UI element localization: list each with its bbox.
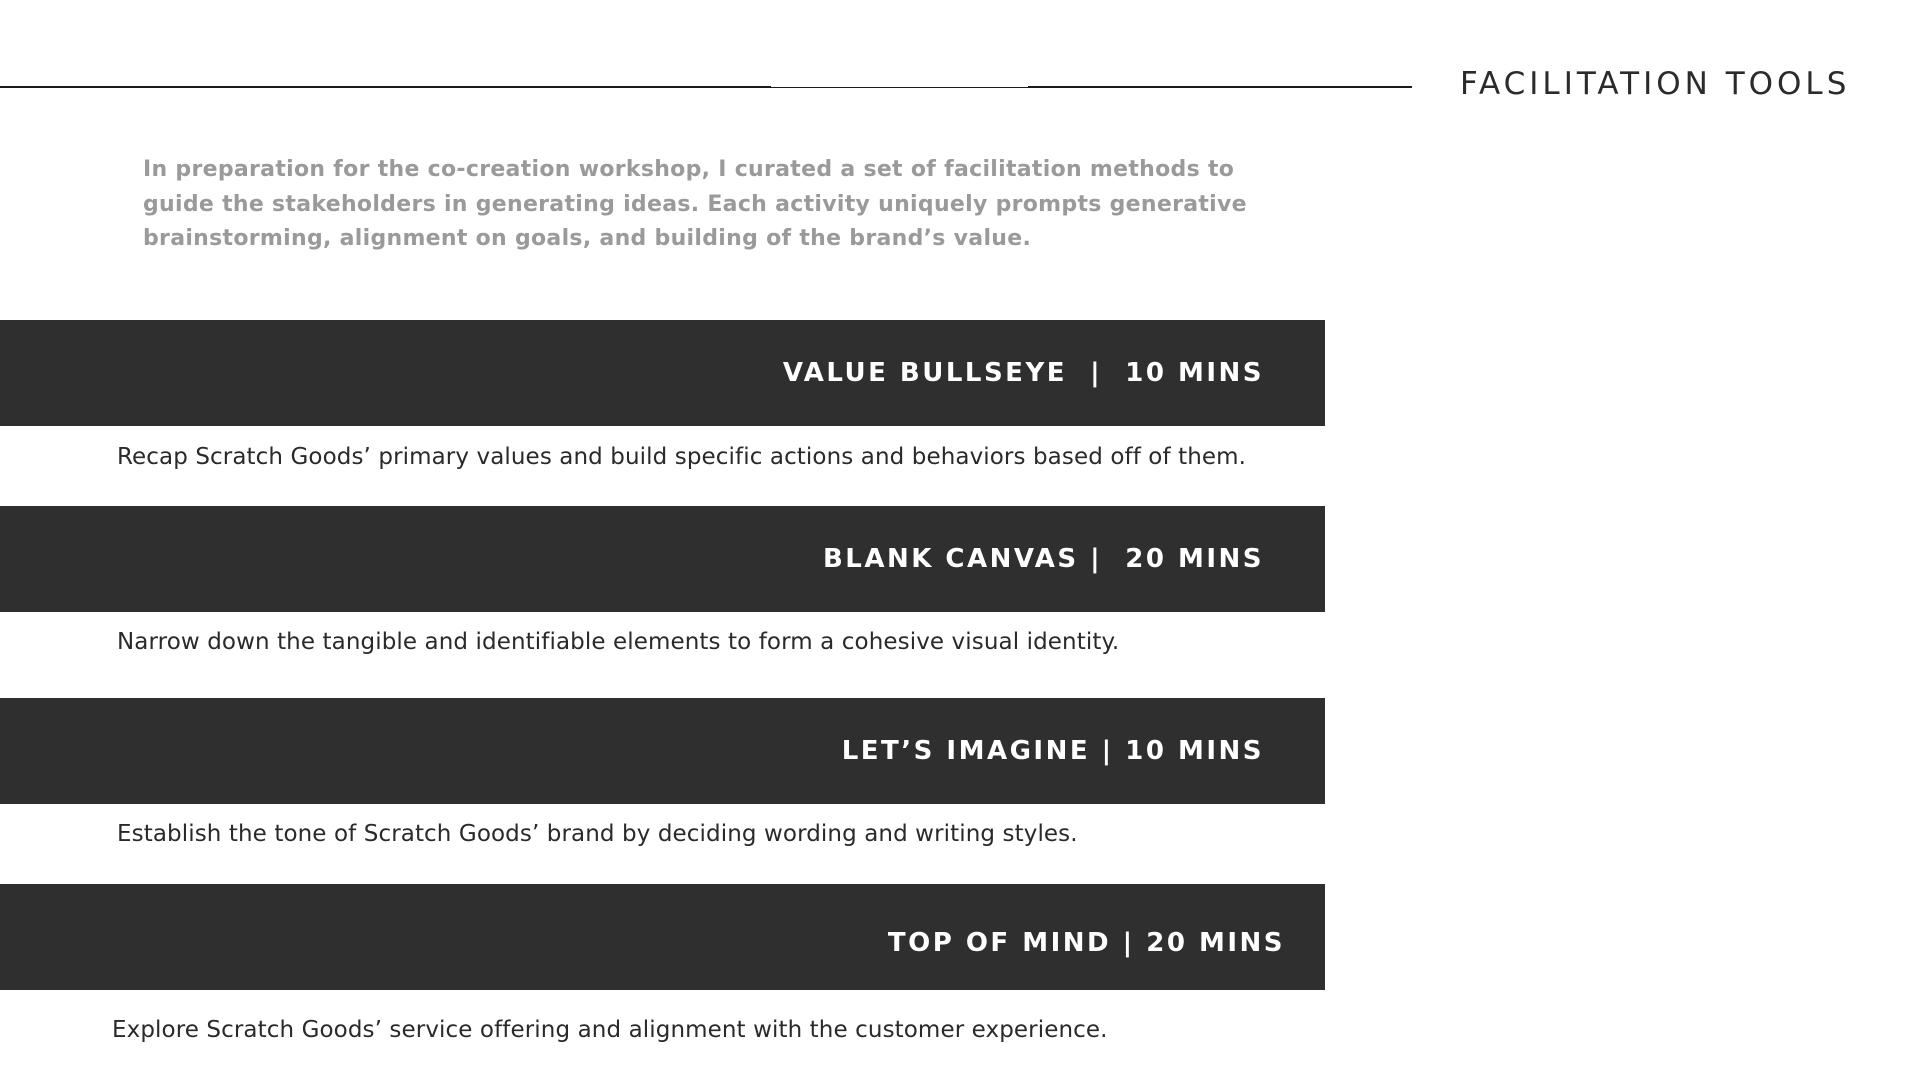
- activity-description: Narrow down the tangible and identifiable elements to form a cohesive visual identity.: [117, 629, 1120, 655]
- header-rule-left: [0, 86, 771, 88]
- intro-paragraph: [143, 153, 1247, 257]
- activity-header-lets-imagine: [0, 698, 1325, 804]
- activity-header-top-of-mind: [0, 884, 1325, 990]
- activity-header-blank-canvas: [0, 506, 1325, 612]
- intro-line: brainstorming, alignment on goals, and building of the brand’s value.: [143, 226, 1032, 251]
- intro-line: guide the stakeholders in generating ideas. Each activity uniquely prompts generative: [143, 191, 1247, 217]
- activity-title: TOP OF MIND | 20 MINS: [887, 928, 1285, 958]
- activity-title: BLANK CANVAS | 20 MINS: [822, 544, 1264, 574]
- activity-title: LET’S IMAGINE | 10 MINS: [841, 736, 1264, 766]
- header-rule-middle: [771, 87, 1028, 88]
- activity-header-value-bullseye: [0, 320, 1325, 426]
- activity-description: Recap Scratch Goods’ primary values and build specific actions and behaviors based off of them.: [117, 444, 1247, 470]
- activity-description: Establish the tone of Scratch Goods’ brand by deciding wording and writing styles.: [117, 821, 1078, 847]
- intro-line: In preparation for the co-creation workshop, I curated a set of facilitation methods to: [143, 157, 1235, 182]
- header-rule-right: [1028, 86, 1412, 88]
- page-title: FACILITATION TOOLS: [1460, 66, 1851, 102]
- activity-description: Explore Scratch Goods’ service offering and alignment with the customer experience.: [112, 1017, 1108, 1043]
- activity-title: VALUE BULLSEYE | 10 MINS: [782, 358, 1264, 388]
